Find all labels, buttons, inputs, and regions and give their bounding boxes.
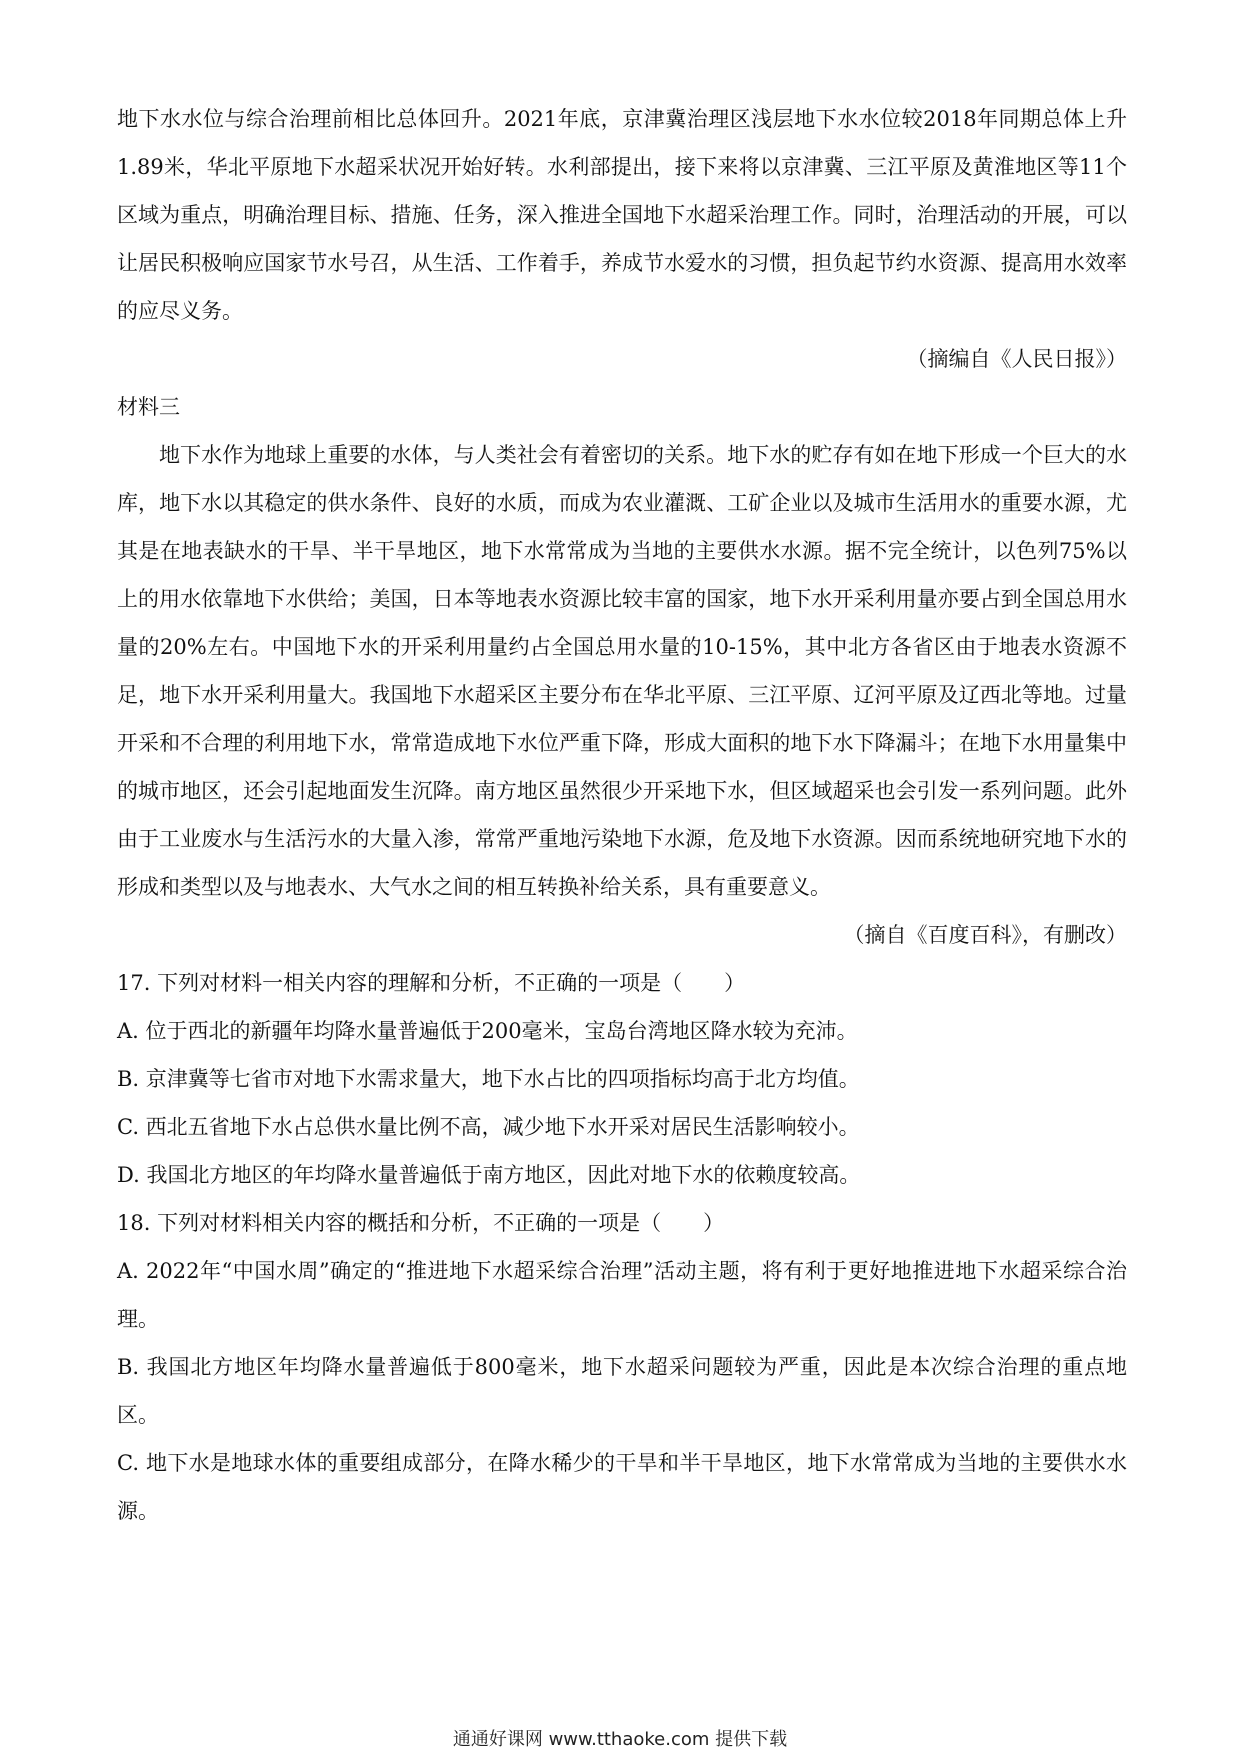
question-18-option-a: A. 2022年“中国水周”确定的“推进地下水超采综合治理”活动主题，将有利于更好地推进地下水超采综合治理。 <box>117 1259 1127 1331</box>
question-17-option-d: D. 我国北方地区的年均降水量普遍低于南方地区，因此对地下水的依赖度较高。 <box>117 1163 861 1187</box>
material-3-heading: 材料三 <box>117 395 180 419</box>
question-17-stem: 17. 下列对材料一相关内容的理解和分析，不正确的一项是（ ） <box>117 971 746 995</box>
question-18 <box>117 1199 1127 1535</box>
question-18-option-c: C. 地下水是地球水体的重要组成部分，在降水稀少的干旱和半干旱地区，地下水常常成为当地的主要供水水源。 <box>117 1451 1127 1523</box>
question-17-option-b: B. 京津冀等七省市对地下水需求量大，地下水占比的四项指标均高于北方均值。 <box>117 1067 860 1091</box>
source-citation-2: （摘自《百度百科》，有删改） <box>843 923 1127 947</box>
document-page <box>117 95 1127 1535</box>
continued-paragraph: 地下水水位与综合治理前相比总体回升。2021年底，京津冀治理区浅层地下水水位较2018年同期总体上升1.89米，华北平原地下水超采状况开始好转。水利部提出，接下来将以京津冀、三江平原及黄淮地区等11个区域为重点，明确治理目标、措施、任务，深入推进全国地下水超采治理工作。同时，治理活动的开展，可以让居民积极响应国家节水号召，从生活、工作着手，养成节水爱水的习惯，担负起节约水资源、提高用水效率的应尽义务。 <box>117 107 1127 323</box>
question-18-stem: 18. 下列对材料相关内容的概括和分析，不正确的一项是（ ） <box>117 1211 725 1235</box>
source-citation-1: （摘编自《人民日报》） <box>906 347 1127 371</box>
page-footer: 通通好课网 www.tthaoke.com 提供下载 <box>452 1729 788 1750</box>
question-18-option-b: B. 我国北方地区年均降水量普遍低于800毫米，地下水超采问题较为严重，因此是本次综合治理的重点地区。 <box>117 1355 1127 1427</box>
material-3-paragraph: 地下水作为地球上重要的水体，与人类社会有着密切的关系。地下水的贮存有如在地下形成一个巨大的水库，地下水以其稳定的供水条件、良好的水质，而成为农业灌溉、工矿企业以及城市生活用水的重要水源，尤其是在地表缺水的干旱、半干旱地区，地下水常常成为当地的主要供水水源。据不完全统计，以色列75%以上的用水依靠地下水供给；美国，日本等地表水资源比较丰富的国家，地下水开采利用量亦要占到全国总用水量的20%左右。中国地下水的开采利用量约占全国总用水量的10-15%，其中北方各省区由于地表水资源不足，地下水开采利用量大。我国地下水超采区主要分布在华北平原、三江平原、辽河平原及辽西北等地。过量开采和不合理的利用地下水，常常造成地下水位严重下降，形成大面积的地下水下降漏斗；在地下水用量集中的城市地区，还会引起地面发生沉降。南方地区虽然很少开采地下水，但区域超采也会引发一系列问题。此外由于工业废水与生活污水的大量入渗，常常严重地污染地下水源，危及地下水资源。因而系统地研究地下水的形成和类型以及与地表水、大气水之间的相互转换补给关系，具有重要意义。 <box>117 443 1127 899</box>
question-17-option-c: C. 西北五省地下水占总供水量比例不高，减少地下水开采对居民生活影响较小。 <box>117 1115 860 1139</box>
question-17 <box>117 959 1127 1199</box>
question-17-option-a: A. 位于西北的新疆年均降水量普遍低于200毫米，宝岛台湾地区降水较为充沛。 <box>117 1019 858 1043</box>
